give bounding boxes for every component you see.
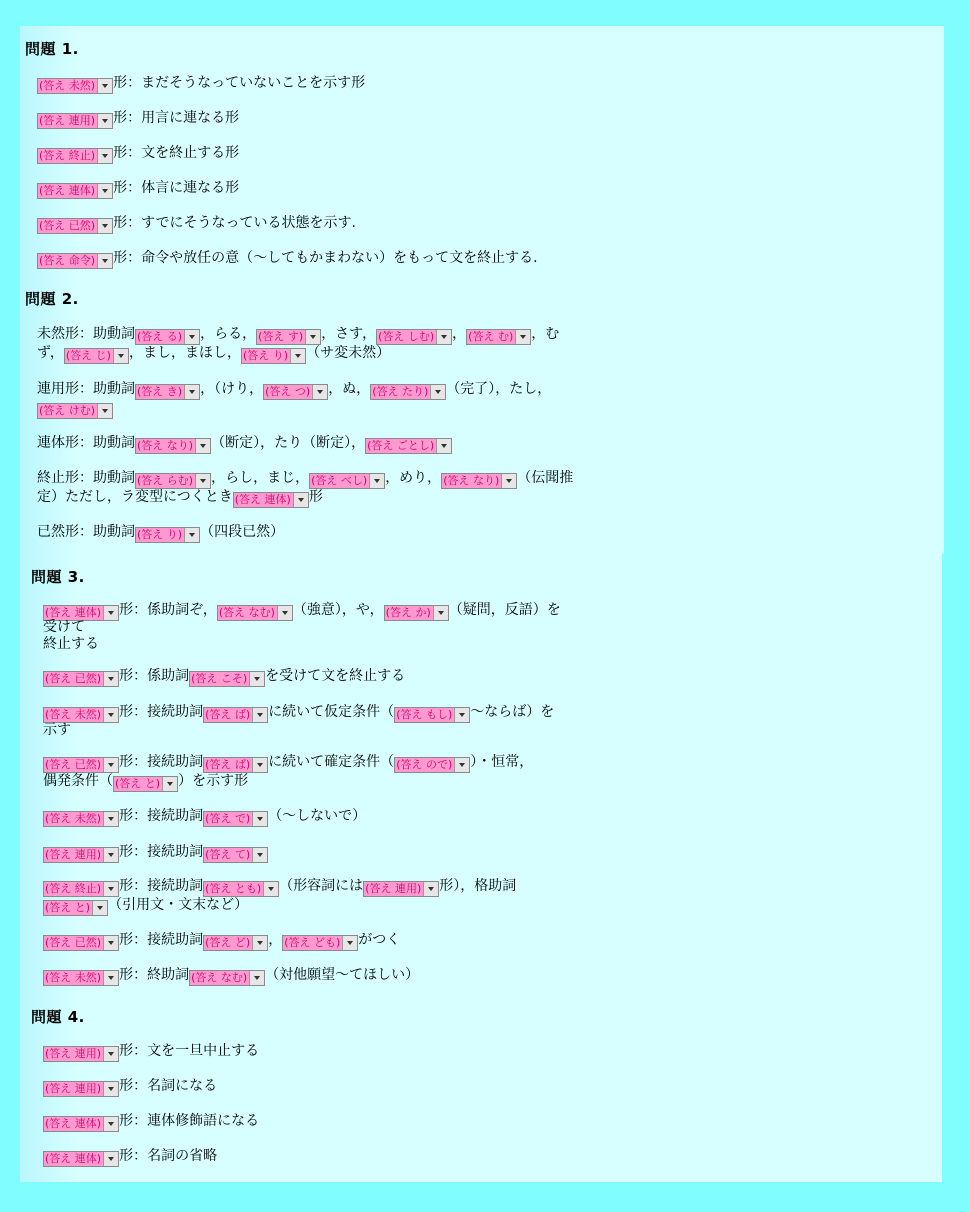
row-text: 形：接続助詞 xyxy=(119,754,204,770)
answer-dropdown[interactable]: (答え 已然) xyxy=(43,671,119,687)
q4-row-text: 形：名詞になる xyxy=(119,1078,218,1094)
row-text: （疑問，反語）を xyxy=(448,602,561,618)
row-text: （四段已然） xyxy=(200,524,285,540)
q4-row-text: 形：文を一旦中止する xyxy=(119,1043,260,1059)
answer-dropdown[interactable]: (答え べし) xyxy=(309,473,385,489)
row-text: ～ならば）を xyxy=(470,704,555,720)
q3-row4-line2 xyxy=(43,773,248,792)
answer-dropdown[interactable]: (答え 連用) xyxy=(43,1081,119,1097)
q2-renyo-line1 xyxy=(37,381,551,400)
row-text: （強意），や， xyxy=(292,602,384,618)
q4-row-text: 形：名詞の省略 xyxy=(119,1148,218,1164)
answer-dropdown[interactable]: (答え ども) xyxy=(282,935,358,951)
answer-dropdown[interactable]: (答え 連体) xyxy=(37,183,113,199)
answer-dropdown[interactable]: (答え 連体) xyxy=(43,1116,119,1132)
answer-dropdown[interactable]: (答え ど) xyxy=(203,935,268,951)
row-text: 形：接続助詞 xyxy=(119,932,204,948)
row-text: （断定），たり（断定）， xyxy=(211,435,366,451)
answer-dropdown[interactable]: (答え 已然) xyxy=(43,757,119,773)
answer-dropdown[interactable]: (答え 已然) xyxy=(37,218,113,234)
row-text: 形：係助詞ぞ， xyxy=(119,602,217,618)
answer-dropdown[interactable]: (答え る) xyxy=(135,329,200,345)
q4-row-text: 形：連体修飾語になる xyxy=(119,1113,260,1129)
q2-renyo-line2 xyxy=(37,400,113,419)
row-text: （サ変未然） xyxy=(306,345,391,361)
answer-dropdown[interactable]: (答え 連用) xyxy=(363,881,439,897)
q1-row-text: 形：文を終止する形 xyxy=(113,145,240,161)
q1-row xyxy=(37,145,239,164)
row-text: 形：終助詞 xyxy=(119,967,190,983)
row-text: を受けて文を終止する xyxy=(265,668,406,684)
row-text: がつく xyxy=(358,932,401,948)
answer-dropdown[interactable]: (答え こそ) xyxy=(189,671,265,687)
row-text: ，さす， xyxy=(321,326,377,342)
row-text: （対他願望～てほしい） xyxy=(265,967,420,983)
q3-heading: 問題 3. xyxy=(31,568,85,586)
q3-row6 xyxy=(43,844,268,863)
row-text: ）を示す形 xyxy=(178,773,249,789)
answer-dropdown[interactable]: (答え ので) xyxy=(394,757,470,773)
row-text: ）・恒常， xyxy=(470,754,534,770)
q1-row-text: 形：まだそうなっていないことを示す形 xyxy=(113,75,366,91)
row-text: （～しないで） xyxy=(268,808,367,824)
answer-dropdown[interactable]: (答え ば) xyxy=(203,757,268,773)
answer-dropdown[interactable]: (答え じ) xyxy=(64,348,129,364)
answer-dropdown[interactable]: (答え なむ) xyxy=(189,970,265,986)
row-label: 未然形：助動詞 xyxy=(37,326,135,342)
q3-row3-line2: 示す xyxy=(43,722,71,738)
q4-row xyxy=(43,1043,259,1062)
q3-row3-line1 xyxy=(43,704,554,723)
q1-heading: 問題 1. xyxy=(25,40,79,58)
answer-dropdown[interactable]: (答え り) xyxy=(135,527,200,543)
row-text: ，らる， xyxy=(200,326,257,342)
answer-dropdown[interactable]: (答え き) xyxy=(135,384,200,400)
q4-heading: 問題 4. xyxy=(31,1008,85,1026)
row-text: 偶発条件（ xyxy=(43,773,113,789)
q2-izen-line xyxy=(37,524,284,543)
q1-row xyxy=(37,180,239,199)
answer-dropdown[interactable]: (答え しむ) xyxy=(376,329,452,345)
q1-row-text: 形：体言に連なる形 xyxy=(113,180,240,196)
row-text: （伝聞推 xyxy=(517,470,574,486)
answer-dropdown[interactable]: (答え つ) xyxy=(263,384,328,400)
answer-dropdown[interactable]: (答え 未然) xyxy=(43,707,119,723)
row-text: ， xyxy=(452,326,467,342)
answer-dropdown[interactable]: (答え む) xyxy=(466,329,531,345)
row-text: 形：接続助詞 xyxy=(119,844,204,860)
q4-row xyxy=(43,1113,259,1132)
q1-row xyxy=(37,110,239,129)
q1-row-text: 形：命令や放任の意（～してもかまわない）をもって文を終止する. xyxy=(113,250,538,266)
answer-dropdown[interactable]: (答え て) xyxy=(203,847,268,863)
answer-dropdown[interactable]: (答え か) xyxy=(384,605,449,621)
answer-dropdown[interactable]: (答え 命令) xyxy=(37,253,113,269)
row-label: 連用形：助動詞 xyxy=(37,381,135,397)
q1-row xyxy=(37,75,365,94)
q3-row1-line2: 受けて xyxy=(43,619,85,635)
row-text: 形），格助詞 xyxy=(439,878,517,894)
answer-dropdown[interactable]: (答え 終止) xyxy=(43,881,119,897)
answer-dropdown[interactable]: (答え けむ) xyxy=(37,403,113,419)
q2-shushi-line2 xyxy=(37,489,323,508)
answer-dropdown[interactable]: (答え 連体) xyxy=(43,1151,119,1167)
q3-row2 xyxy=(43,668,405,687)
q2-mizen-line1 xyxy=(37,326,559,345)
answer-dropdown[interactable]: (答え り) xyxy=(241,348,306,364)
answer-dropdown[interactable]: (答え なり) xyxy=(441,473,517,489)
q3-row9 xyxy=(43,967,419,986)
row-label: 連体形：助動詞 xyxy=(37,435,135,451)
q4-row xyxy=(43,1078,217,1097)
row-text: （完了），たし， xyxy=(446,381,552,397)
answer-dropdown[interactable]: (答え 連体) xyxy=(43,605,119,621)
q4-row xyxy=(43,1148,217,1167)
answer-dropdown[interactable]: (答え と) xyxy=(113,776,178,792)
q3-row8 xyxy=(43,932,400,951)
row-text: 形：接続助詞 xyxy=(119,808,204,824)
row-text: （引用文・文末など） xyxy=(108,897,249,913)
row-label: 已然形：助動詞 xyxy=(37,524,135,540)
answer-dropdown[interactable]: (答え なむ) xyxy=(217,605,293,621)
answer-dropdown[interactable]: (答え 連用) xyxy=(37,113,113,129)
row-text: ず， xyxy=(37,345,64,361)
answer-dropdown[interactable]: (答え と) xyxy=(43,900,108,916)
row-text: 形 xyxy=(308,489,323,505)
row-text: 形：接続助詞 xyxy=(119,704,204,720)
row-text: ，らし，まじ， xyxy=(211,470,310,486)
answer-dropdown[interactable]: (答え 已然) xyxy=(43,935,119,951)
answer-dropdown[interactable]: (答え なり) xyxy=(135,438,211,454)
q2-mizen-line2 xyxy=(37,345,390,364)
row-text: ，まし，まほし， xyxy=(128,345,241,361)
row-text: 形：係助詞 xyxy=(119,668,190,684)
q2-heading: 問題 2. xyxy=(25,290,79,308)
answer-dropdown[interactable]: (答え 未然) xyxy=(43,970,119,986)
row-text: （形容詞には xyxy=(279,878,364,894)
answer-dropdown[interactable]: (答え もし) xyxy=(394,707,470,723)
q1-row xyxy=(37,250,538,269)
answer-dropdown[interactable]: (答え とも) xyxy=(203,881,279,897)
q3-row7-line2 xyxy=(43,897,248,916)
answer-dropdown[interactable]: (答え ごとし) xyxy=(365,438,452,454)
q1-row xyxy=(37,215,356,234)
q3-row5 xyxy=(43,808,366,827)
answer-dropdown[interactable]: (答え 連用) xyxy=(43,847,119,863)
answer-dropdown[interactable]: (答え ば) xyxy=(203,707,268,723)
q1-row-text: 形：用言に連なる形 xyxy=(113,110,240,126)
answer-dropdown[interactable]: (答え 連体) xyxy=(233,492,309,508)
row-text: に続いて確定条件（ xyxy=(268,754,395,770)
answer-dropdown[interactable]: (答え 終止) xyxy=(37,148,113,164)
answer-dropdown[interactable]: (答え らむ) xyxy=(135,473,211,489)
row-text: ，めり， xyxy=(385,470,442,486)
row-text: 形：接続助詞 xyxy=(119,878,204,894)
row-text: ，（けり， xyxy=(200,381,264,397)
answer-dropdown[interactable]: (答え す) xyxy=(256,329,321,345)
answer-dropdown[interactable]: (答え たり) xyxy=(370,384,446,400)
row-text: ， xyxy=(268,932,283,948)
q2-rentai-line xyxy=(37,435,452,454)
row-label: 終止形：助動詞 xyxy=(37,470,135,486)
q3-row7-line1 xyxy=(43,878,516,897)
q3-row4-line1 xyxy=(43,754,533,773)
q1-row-text: 形：すでにそうなっている状態を示す. xyxy=(113,215,356,231)
answer-dropdown[interactable]: (答え で) xyxy=(203,811,268,827)
answer-dropdown[interactable]: (答え 未然) xyxy=(43,811,119,827)
row-text: ，ぬ， xyxy=(328,381,371,397)
q3-row1-line1 xyxy=(43,602,561,621)
row-text: 定）ただし，ラ変型につくとき xyxy=(37,489,233,505)
q2-shushi-line1 xyxy=(37,470,573,489)
answer-dropdown[interactable]: (答え 連用) xyxy=(43,1046,119,1062)
q3-row1-line3: 終止する xyxy=(43,636,99,652)
answer-dropdown[interactable]: (答え 未然) xyxy=(37,78,113,94)
row-text: に続いて仮定条件（ xyxy=(268,704,395,720)
row-text: ，む xyxy=(531,326,560,342)
